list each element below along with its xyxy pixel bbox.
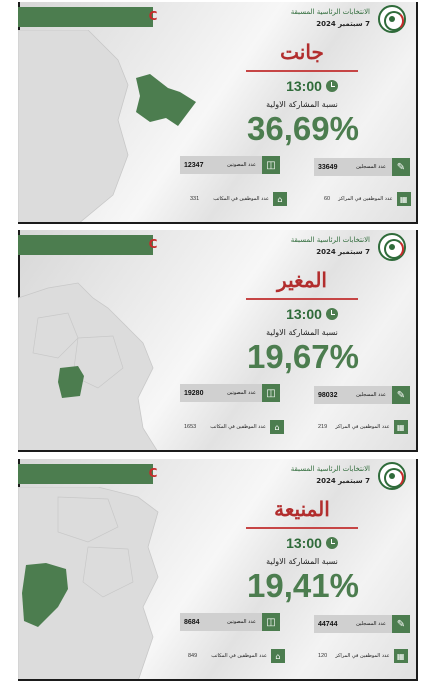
region-underline [246,298,358,300]
report-time: 13:00 [286,535,322,551]
building-icon: ⌂ [270,420,284,434]
election-title: الانتخابات الرئاسية المسبقة [290,465,370,473]
offices-staff-label: عدد الموظفين في المكاتب [211,653,267,659]
registered-label: عدد المسجلين [356,164,386,170]
result-card-el-meghaier [18,230,418,452]
tower-icon: ▦ [394,420,408,434]
header-green-band [18,7,153,27]
result-card-el-menia [18,459,418,681]
voters-label: عدد المصوتين [227,162,256,168]
election-date: 7 سبتمبر 2024 [316,248,370,256]
registered-stat [314,158,410,176]
region-underline [246,527,358,529]
centers-staff-stat [318,420,408,434]
voters-stat [180,613,280,631]
card-frame-right [416,230,418,450]
time-row [272,305,352,323]
ballot-box-icon: ◫ [262,613,280,631]
tower-icon: ▦ [397,192,411,206]
election-date: 7 سبتمبر 2024 [316,20,370,28]
header-green-band [18,464,153,484]
region-map [18,258,208,452]
centers-staff-label: عدد الموظفين في المراكز [335,653,390,659]
signature-icon: ✎ [392,158,410,176]
ballot-box-icon: ◫ [262,156,280,174]
card-frame-right [416,2,418,222]
clock-icon [326,80,338,92]
voters-label: عدد المصوتين [227,619,256,625]
election-title: الانتخابات الرئاسية المسبقة [290,236,370,244]
centers-staff-count: 120 [318,653,328,659]
participation-label: نسبة المشاركة الاولية [266,557,338,566]
centers-staff-stat [318,649,408,663]
region-map [18,487,208,681]
time-row [272,77,352,95]
crescent-icon: C [148,466,158,480]
building-icon: ⌂ [273,192,287,206]
offices-staff-stat [188,649,285,663]
result-card-djanet [18,2,418,224]
highlighted-region [136,74,196,126]
participation-rate: 36,69% [247,110,359,147]
time-row [272,534,352,552]
participation-rate: 19,67% [247,338,359,375]
offices-staff-count: 849 [188,653,198,659]
election-authority-logo [378,233,406,261]
offices-staff-count: 1653 [184,424,197,430]
voters-label: عدد المصوتين [227,390,256,396]
registered-count: 33649 [318,163,338,171]
signature-icon: ✎ [392,615,410,633]
offices-staff-label: عدد الموظفين في المكاتب [210,424,267,430]
registered-count: 44744 [318,620,338,628]
region-name: المنيعة [274,497,330,521]
offices-staff-stat [190,192,287,206]
election-date: 7 سبتمبر 2024 [316,477,370,485]
region-underline [246,70,358,72]
registered-stat [314,615,410,633]
voters-count: 8684 [184,618,200,626]
report-time: 13:00 [286,78,322,94]
region-map [18,30,208,224]
highlighted-region [58,366,84,398]
participation-label: نسبة المشاركة الاولية [266,100,338,109]
election-authority-logo [378,5,406,33]
region-name: جانت [280,40,324,64]
centers-staff-count: 219 [318,424,328,430]
clock-icon [326,537,338,549]
participation-label: نسبة المشاركة الاولية [266,328,338,337]
clock-icon [326,308,338,320]
registered-label: عدد المسجلين [356,621,386,627]
voters-count: 19280 [184,389,204,397]
crescent-icon: C [148,9,158,23]
crescent-icon: C [148,237,158,251]
registered-label: عدد المسجلين [356,392,386,398]
ballot-box-icon: ◫ [262,384,280,402]
region-name: المغير [277,268,327,292]
participation-rate: 19,41% [247,567,359,604]
offices-staff-stat [184,420,284,434]
report-time: 13:00 [286,306,322,322]
election-title: الانتخابات الرئاسية المسبقة [290,8,370,16]
voters-count: 12347 [184,161,204,169]
building-icon: ⌂ [271,649,285,663]
tower-icon: ▦ [394,649,408,663]
centers-staff-label: عدد الموظفين في المراكز [338,196,393,202]
signature-icon: ✎ [392,386,410,404]
registered-count: 98032 [318,391,338,399]
voters-stat [180,156,280,174]
offices-staff-count: 331 [190,196,200,202]
registered-stat [314,386,410,404]
centers-staff-count: 60 [324,196,331,202]
card-frame-right [416,459,418,679]
voters-stat [180,384,280,402]
offices-staff-label: عدد الموظفين في المكاتب [213,196,269,202]
election-authority-logo [378,462,406,490]
centers-staff-stat [324,192,411,206]
header-green-band [18,235,153,255]
centers-staff-label: عدد الموظفين في المراكز [335,424,390,430]
